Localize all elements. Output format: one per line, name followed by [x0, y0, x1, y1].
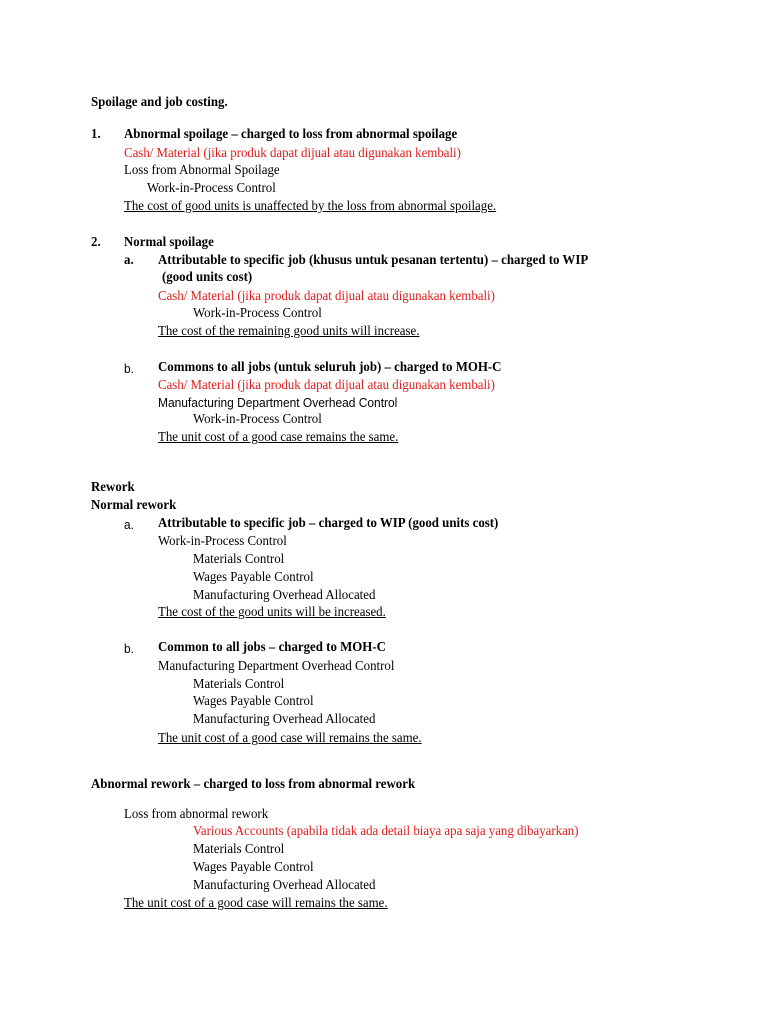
section-1-cash-entry: Cash/ Material (jika produk dapat dijual atau digunakan kembali) — [124, 146, 461, 161]
rework-a-note: The cost of the good units will be increased. — [158, 605, 386, 620]
rework-a-credit-2: Wages Payable Control — [193, 570, 314, 585]
section-2b-heading: Commons to all jobs (untuk seluruh job) – charged to MOH-C — [158, 360, 502, 375]
rework-b-letter: b. — [124, 641, 134, 656]
abnormal-rework-various-accounts: Various Accounts (apabila tidak ada detail biaya apa saja yang dibayarkan) — [193, 824, 579, 839]
rework-a-credit-3: Manufacturing Overhead Allocated — [193, 588, 376, 603]
section-2a-heading: Attributable to specific job (khusus untuk pesanan tertentu) – charged to WIP — [158, 253, 589, 268]
section-2a-note: The cost of the remaining good units will increase. — [158, 324, 420, 339]
section-2a-letter: a. — [124, 253, 134, 268]
section-2-number: 2. — [91, 235, 101, 250]
rework-a-debit-entry: Work-in-Process Control — [158, 534, 287, 549]
rework-a-heading: Attributable to specific job – charged to WIP (good units cost) — [158, 516, 499, 531]
abnormal-rework-note: The unit cost of a good case will remains the same. — [124, 896, 388, 911]
section-2a-heading-cont: (good units cost) — [162, 270, 253, 285]
rework-b-credit-2: Wages Payable Control — [193, 694, 314, 709]
rework-a-letter: a. — [124, 517, 134, 532]
section-2b-cash-entry: Cash/ Material (jika produk dapat dijual atau digunakan kembali) — [158, 378, 495, 393]
section-1-note: The cost of good units is unaffected by the loss from abnormal spoilage. — [124, 199, 497, 214]
section-1-number: 1. — [91, 127, 101, 142]
section-2b-note: The unit cost of a good case remains the same. — [158, 430, 399, 445]
rework-b-heading: Common to all jobs – charged to MOH-C — [158, 640, 386, 655]
section-2-heading: Normal spoilage — [124, 235, 214, 250]
section-1-credit-entry: Work-in-Process Control — [147, 181, 276, 196]
normal-rework-heading: Normal rework — [91, 498, 177, 513]
rework-a-credit-1: Materials Control — [193, 552, 285, 567]
rework-b-debit-entry: Manufacturing Department Overhead Control — [158, 659, 395, 674]
section-2b-debit-entry: Manufacturing Department Overhead Control — [158, 395, 398, 410]
section-2a-cash-entry: Cash/ Material (jika produk dapat dijual atau digunakan kembali) — [158, 289, 495, 304]
rework-b-note: The unit cost of a good case will remains the same. — [158, 731, 422, 746]
section-2a-credit-entry: Work-in-Process Control — [193, 306, 322, 321]
abnormal-rework-heading: Abnormal rework – charged to loss from abnormal rework — [91, 777, 416, 792]
abnormal-rework-credit-1: Materials Control — [193, 842, 285, 857]
section-2b-credit-entry: Work-in-Process Control — [193, 412, 322, 427]
abnormal-rework-credit-2: Wages Payable Control — [193, 860, 314, 875]
document-title: Spoilage and job costing. — [91, 95, 228, 110]
section-1-debit-entry: Loss from Abnormal Spoilage — [124, 163, 280, 178]
rework-b-credit-3: Manufacturing Overhead Allocated — [193, 712, 376, 727]
abnormal-rework-debit-entry: Loss from abnormal rework — [124, 807, 269, 822]
rework-b-credit-1: Materials Control — [193, 677, 285, 692]
section-1-heading: Abnormal spoilage – charged to loss from abnormal spoilage — [124, 127, 458, 142]
section-2b-letter: b. — [124, 361, 134, 376]
rework-heading: Rework — [91, 480, 135, 495]
abnormal-rework-credit-3: Manufacturing Overhead Allocated — [193, 878, 376, 893]
